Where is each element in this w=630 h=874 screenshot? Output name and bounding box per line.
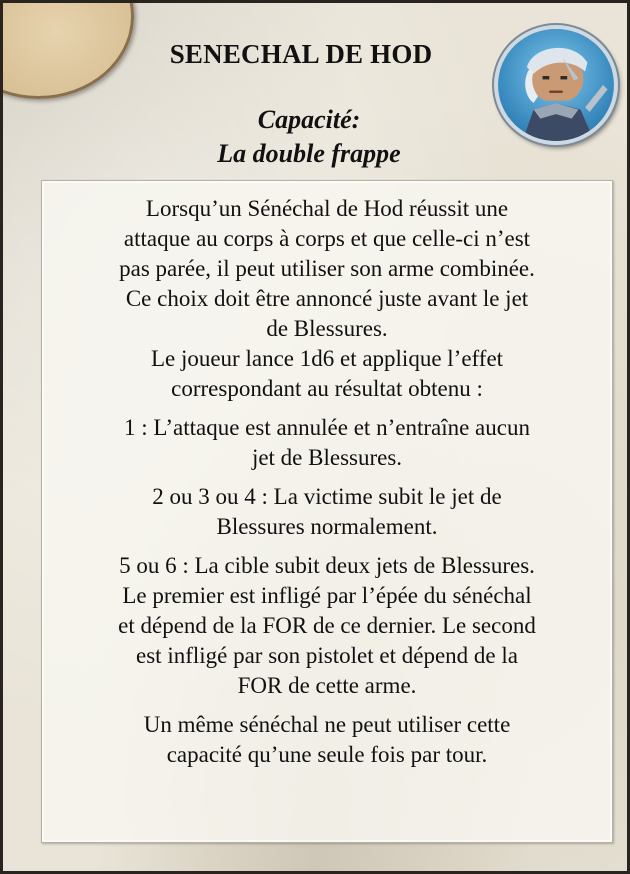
text-line: capacité qu’une seule fois par tour.	[166, 742, 488, 767]
text-line: jet de Blessures.	[251, 445, 403, 470]
paragraph-limit	[50, 710, 604, 770]
ability-heading	[3, 103, 615, 171]
text-line: 1 : L’attaque est annulée et n’entraîne aucun	[124, 415, 530, 440]
text-line: de Blessures.	[266, 316, 388, 341]
text-line: est infligé par son pistolet et dépend de la	[136, 643, 518, 668]
text-line: Le joueur lance 1d6 et applique l’effet	[150, 346, 504, 371]
ability-description	[41, 180, 613, 843]
text-line: Le premier est infligé par l’épée du sénéchal	[122, 583, 532, 608]
text-line: attaque au corps à corps et que celle-ci n’est	[123, 226, 531, 251]
ability-name: La double frappe	[217, 139, 401, 168]
text-line: Un même sénéchal ne peut utiliser cette	[143, 712, 511, 737]
text-line: pas parée, il peut utiliser son arme combinée.	[119, 256, 535, 281]
text-line: correspondant au résultat obtenu :	[171, 376, 483, 401]
text-line: 5 ou 6 : La cible subit deux jets de Blessures.	[119, 553, 535, 578]
text-line: Lorsqu’un Sénéchal de Hod réussit une	[145, 196, 509, 221]
paragraph-intro	[50, 194, 604, 404]
text-line: 2 ou 3 ou 4 : La victime subit le jet de	[152, 484, 502, 509]
paragraph-result-5-6	[50, 551, 604, 701]
text-line: Ce choix doit être annoncé juste avant le jet	[125, 286, 529, 311]
text-line: et dépend de la FOR de ce dernier. Le second	[118, 613, 536, 638]
ability-label: Capacité:	[257, 105, 361, 134]
text-line: Blessures normalement.	[216, 514, 438, 539]
paragraph-result-1	[50, 413, 604, 473]
paragraph-result-2-4	[50, 482, 604, 542]
card-title: SENECHAL DE HOD	[169, 39, 433, 69]
text-line: FOR de cette arme.	[237, 673, 417, 698]
